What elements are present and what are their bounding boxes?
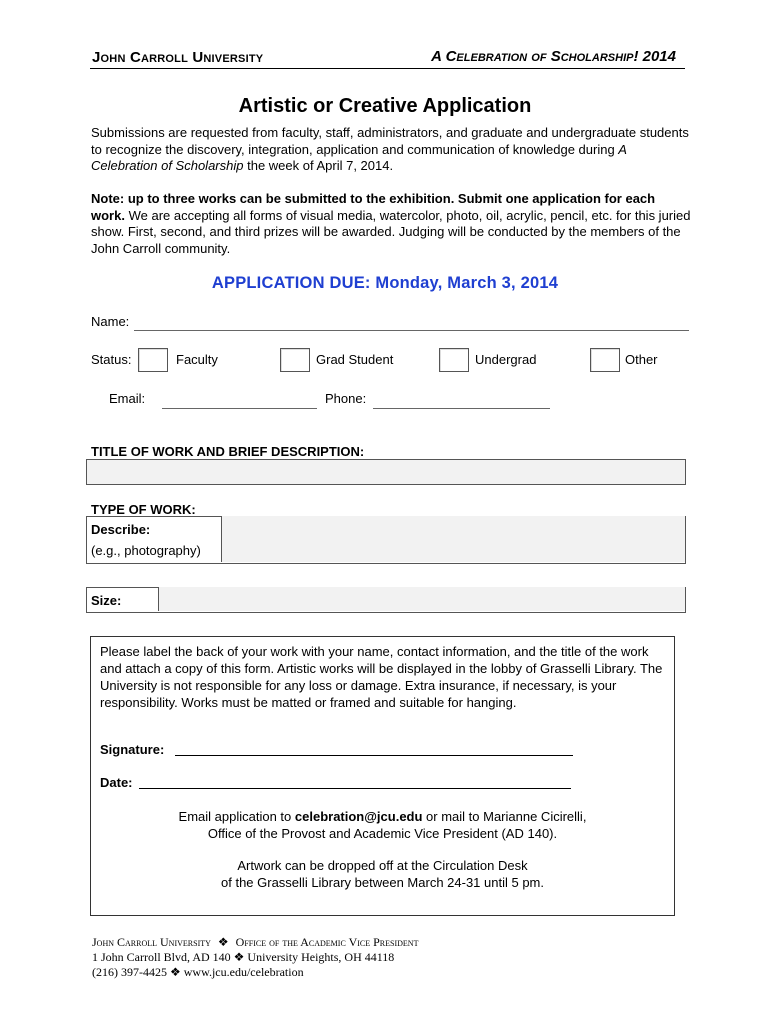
header-rule xyxy=(90,68,685,69)
email-after: or mail to Marianne Cicirelli, xyxy=(422,809,587,824)
footer-line-3: (216) 397-4425 ❖ www.jcu.edu/celebration xyxy=(92,965,304,979)
footer-office: Office of the Academic Vice President xyxy=(235,935,419,949)
title-of-work-field[interactable] xyxy=(86,459,686,485)
name-label: Name: xyxy=(91,314,130,329)
type-of-work-heading: TYPE OF WORK: xyxy=(91,502,196,517)
date-field[interactable] xyxy=(139,788,571,789)
office-text: Office of the Provost and Academic Vice President (AD 140). xyxy=(207,826,558,841)
undergrad-checkbox[interactable] xyxy=(439,348,469,372)
size-field[interactable] xyxy=(158,587,685,611)
header-right-text: A Celebration of Scholarship! 2014 xyxy=(431,48,676,65)
other-option-label: Other xyxy=(625,352,658,367)
email-label: Email: xyxy=(109,391,146,406)
size-table xyxy=(86,587,686,613)
other-checkbox[interactable] xyxy=(590,348,620,372)
describe-hint: (e.g., photography) xyxy=(91,543,201,558)
footer-line-1 xyxy=(92,935,418,950)
dropoff-instructions xyxy=(91,857,674,891)
date-label: Date: xyxy=(100,775,133,790)
grad-student-checkbox[interactable] xyxy=(280,348,310,372)
phone-field[interactable] xyxy=(373,408,550,409)
footer-separator-icon: ❖ xyxy=(217,935,229,949)
intro-text-before: Submissions are requested from faculty, staff, administrators, and graduate and undergraduate students to recognize the discovery, integration, application and communication of knowledge during xyxy=(91,125,689,157)
describe-field[interactable] xyxy=(221,516,685,562)
signature-field[interactable] xyxy=(175,755,573,756)
phone-label: Phone: xyxy=(325,391,367,406)
describe-table xyxy=(86,516,686,564)
faculty-checkbox[interactable] xyxy=(138,348,168,372)
footer-line-2: 1 John Carroll Blvd, AD 140 ❖ University Heights, OH 44118 xyxy=(92,950,395,964)
email-field[interactable] xyxy=(162,408,317,409)
intro-italic: A Celebration of Scholarship xyxy=(91,141,627,173)
faculty-option-label: Faculty xyxy=(176,352,218,367)
note-bold: Note: up to three works can be submitted to the exhibition. Submit one application for each work. xyxy=(91,191,656,223)
describe-label: Describe: xyxy=(91,522,151,537)
signature-label: Signature: xyxy=(100,742,165,757)
notice-box xyxy=(90,636,675,916)
header-left-text: John Carroll University xyxy=(92,49,264,66)
dropoff-line-1: Artwork can be dropped off at the Circulation Desk xyxy=(237,858,528,873)
email-address-link[interactable]: celebration@jcu.edu xyxy=(294,809,423,824)
notice-text: Please label the back of your work with your name, contact information, and the title of the work and attach a copy of this form. Artistic works will be displayed in the lobby of Grasselli Library. The University is not responsible for any loss or damage. Extra insurance, if necessary, is your responsibility. Works must be matted or framed and suitable for hanging. xyxy=(100,644,663,710)
status-label: Status: xyxy=(91,352,132,367)
note-rest: We are accepting all forms of visual media, watercolor, photo, oil, acrylic, pencil, etc. for this juried show. First, second, and third prizes will be awarded. Judging will be conducted by the members of the John Carroll community. xyxy=(91,207,691,256)
footer-university: John Carroll University xyxy=(92,935,211,949)
note-paragraph xyxy=(91,191,691,257)
page-title: Artistic or Creative Application xyxy=(238,95,532,117)
event-name xyxy=(431,48,676,65)
size-label: Size: xyxy=(91,593,122,608)
title-of-work-heading: TITLE OF WORK AND BRIEF DESCRIPTION: xyxy=(91,444,365,459)
application-due: APPLICATION DUE: Monday, March 3, 2014 xyxy=(211,274,559,292)
dropoff-line-2: of the Grasselli Library between March 24-31 until 5 pm. xyxy=(221,875,544,890)
intro-text-after: the week of April 7, 2014. xyxy=(243,158,394,173)
undergrad-option-label: Undergrad xyxy=(475,352,537,367)
name-field[interactable] xyxy=(134,330,689,331)
university-name xyxy=(92,49,263,66)
email-instructions xyxy=(91,808,674,842)
email-before: Email application to xyxy=(178,809,295,824)
grad-student-option-label: Grad Student xyxy=(316,352,394,367)
intro-paragraph xyxy=(91,125,691,175)
